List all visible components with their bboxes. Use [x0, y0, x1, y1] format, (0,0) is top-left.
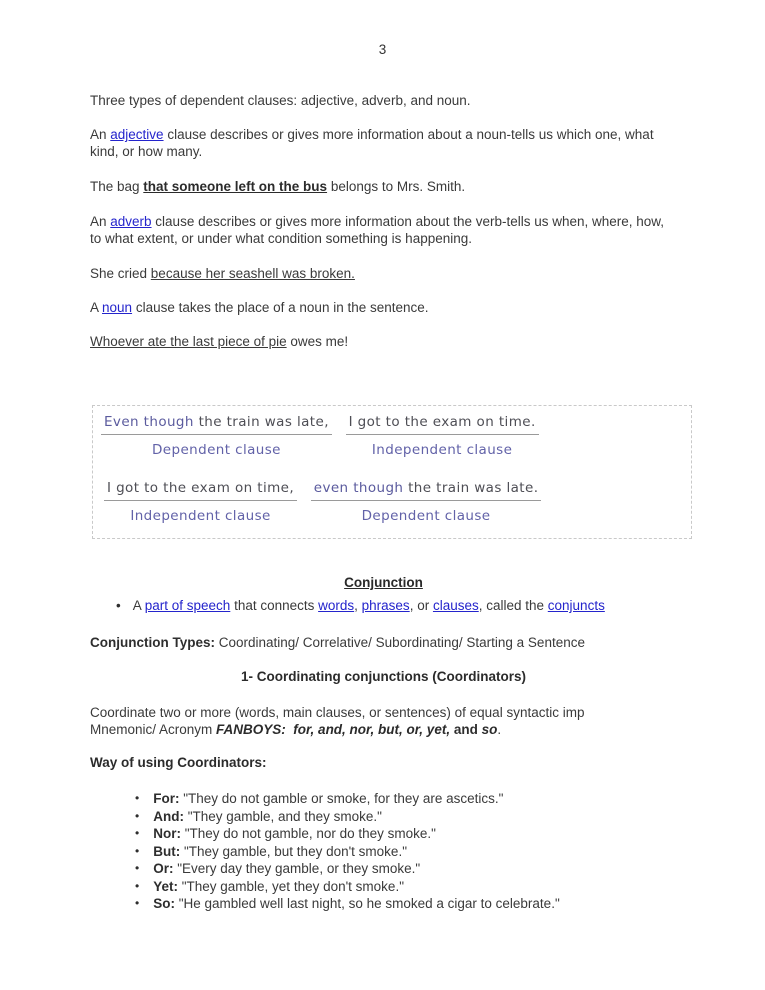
bullet-icon: •	[135, 791, 140, 805]
coordinator-label: Yet:	[153, 878, 178, 894]
underline-segment: because her seashell was broken.	[150, 266, 355, 281]
paragraph-clause-types	[90, 92, 677, 109]
coordinator-text	[153, 843, 407, 861]
coordinator-text	[153, 878, 404, 896]
list-item-yet	[90, 878, 677, 896]
text-segment: She cried	[90, 266, 151, 281]
text-segment: , called the	[478, 598, 548, 613]
clause-rest: the train was late,	[193, 414, 329, 430]
bullet-icon: •	[135, 861, 140, 875]
coordinator-example: "They do not gamble or smoke, for they are ascetics."	[179, 791, 504, 806]
page-content	[90, 92, 677, 913]
text-segment: that connects	[230, 598, 319, 613]
text-segment: belongs to Mrs. Smith.	[327, 179, 466, 194]
bullet-icon: •	[116, 598, 121, 613]
coordinator-example: "They do not gamble, nor do they smoke."	[180, 826, 436, 841]
coordinator-text	[153, 825, 436, 843]
coordinator-label: For:	[153, 791, 180, 806]
underline-segment: Whoever ate the last piece of pie	[90, 334, 287, 349]
clause-text	[104, 480, 297, 501]
paragraph-bag-example	[90, 178, 677, 195]
example-column	[101, 414, 332, 459]
clauses-link[interactable]: clauses	[432, 598, 479, 613]
text-segment: clause describes or gives more information about a noun-tells us which one, what kind, or how many.	[90, 127, 654, 159]
text-segment: .	[497, 722, 502, 737]
bullet-icon: •	[135, 896, 140, 910]
clause-rest: I got to the exam on time,	[107, 480, 295, 496]
list-item-so	[90, 895, 677, 913]
example-row-1	[101, 414, 685, 459]
coordinator-text	[153, 808, 382, 826]
list-item-nor	[90, 825, 677, 843]
coordinator-example: "They gamble, but they don't smoke."	[180, 843, 407, 859]
text-segment: ,	[354, 598, 362, 613]
example-column	[346, 414, 539, 459]
conjunction-heading: Conjunction	[344, 575, 423, 590]
conjunction-definition	[90, 597, 677, 614]
way-of-using-heading: Way of using Coordinators:	[90, 755, 267, 770]
conjunction-types-label: Conjunction Types:	[90, 635, 215, 650]
conjunction-types-line	[90, 634, 677, 651]
example-column	[311, 480, 542, 525]
conjunction-types-value: Coordinating/ Correlative/ Subordinating/ Starting a Sentence	[215, 635, 585, 650]
paragraph-noun-clause	[90, 299, 677, 316]
phrases-link[interactable]: phrases	[361, 598, 410, 613]
example-row-2	[104, 480, 685, 525]
clause-rest: the train was late.	[403, 480, 539, 496]
list-item-or	[90, 860, 677, 878]
text-segment: A	[90, 300, 103, 315]
clause-text	[311, 480, 542, 501]
text-segment: An	[90, 214, 111, 229]
clause-label: Dependent clause	[152, 442, 281, 458]
coordinator-label: So:	[153, 896, 175, 911]
paragraph-adverb-clause	[90, 213, 677, 247]
paragraph-cried-example	[90, 265, 677, 282]
coordinator-text	[153, 790, 503, 808]
text-segment: clause takes the place of a noun in the sentence.	[132, 300, 429, 315]
bullet-icon: •	[135, 878, 140, 893]
text-segment: An	[90, 127, 111, 142]
part-of-speech-link[interactable]: part of speech	[144, 598, 231, 613]
conjuncts-link[interactable]: conjuncts	[547, 598, 605, 613]
coordinate-paragraph	[90, 704, 677, 738]
coordinating-conjunctions-heading: 1- Coordinating conjunctions (Coordinators)	[241, 669, 526, 684]
adjective-link[interactable]: adjective	[110, 127, 164, 142]
coordinator-example: "They gamble, and they smoke."	[183, 808, 382, 824]
clause-text	[346, 414, 539, 435]
text-segment: , or	[409, 598, 433, 613]
bullet-icon: •	[135, 808, 140, 823]
adverb-link[interactable]: adverb	[110, 214, 152, 229]
bullet-icon: •	[135, 826, 140, 840]
text-segment: clause describes or gives more information about the verb-tells us when, where, how, to what extent, or under what condition something is happening.	[90, 214, 665, 246]
clause-label: Independent clause	[130, 508, 271, 524]
coordinator-label: But:	[153, 843, 181, 859]
text-segment: so	[481, 722, 498, 737]
coordinator-label: Or:	[153, 861, 174, 876]
noun-link[interactable]: noun	[102, 300, 133, 315]
text-segment: The bag	[90, 179, 144, 194]
conjunction-highlight: Even though	[104, 414, 194, 430]
bold-underline-segment: that someone left on the bus	[143, 179, 328, 194]
list-item-and	[90, 808, 677, 826]
clause-rest: I got to the exam on time.	[348, 414, 536, 430]
coordinator-example: "Every day they gamble, or they smoke."	[173, 861, 421, 876]
list-item-but	[90, 843, 677, 861]
definition-text	[133, 597, 605, 614]
text-segment: and	[450, 722, 482, 737]
text-segment: owes me!	[286, 334, 349, 349]
text-segment: Mnemonic/ Acronym	[90, 722, 217, 737]
paragraph-adjective-clause	[90, 126, 677, 160]
conjunction-highlight: even though	[313, 480, 404, 496]
page-number: 3	[378, 42, 387, 57]
clause-example-box	[92, 405, 692, 539]
coordinate-line-1: Coordinate two or more (words, main clauses, or sentences) of equal syntactic imp	[90, 705, 585, 720]
coordinator-text	[153, 860, 420, 878]
text-segment: A	[132, 598, 145, 613]
clause-text	[101, 414, 332, 435]
coordinator-text	[153, 895, 560, 913]
list-item-for	[90, 790, 677, 808]
clause-types-text: Three types of dependent clauses: adjective, adverb, and noun.	[90, 93, 471, 108]
paragraph-pie-example	[90, 333, 677, 350]
mnemonic-line	[90, 721, 677, 738]
coordinator-label: And:	[153, 808, 184, 824]
fanboys-acronym: FANBOYS: for, and, nor, but, or, yet,	[216, 722, 451, 737]
coordinator-label: Nor:	[153, 826, 181, 841]
coordinator-example: "They gamble, yet they don't smoke."	[177, 878, 404, 894]
clause-label: Independent clause	[371, 442, 513, 458]
example-column	[104, 480, 297, 525]
clause-label: Dependent clause	[361, 508, 491, 524]
words-link[interactable]: words	[318, 598, 355, 613]
coordinator-example: "He gambled well last night, so he smoked a cigar to celebrate."	[174, 896, 560, 911]
bullet-icon: •	[135, 843, 140, 858]
coordinators-list	[90, 790, 677, 913]
